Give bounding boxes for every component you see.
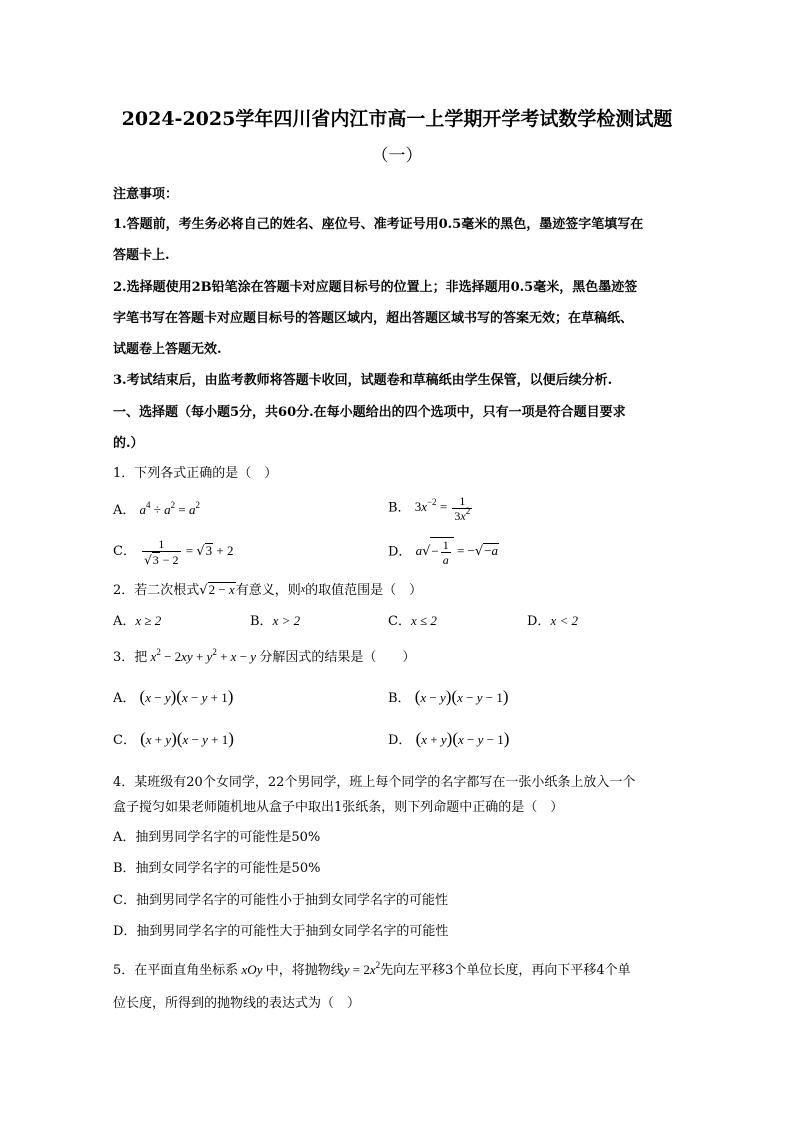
q1-option-c bbox=[113, 537, 234, 567]
q1-option-b bbox=[388, 494, 474, 523]
q4-option-c: C．抽到男同学名字的可能性小于抽到女同学名字的可能性 bbox=[113, 893, 448, 908]
q5-stem-b: 位长度，所得到的抛物线的表达式为（ ） bbox=[113, 996, 361, 1011]
q2-b-math: x > 2 bbox=[272, 613, 301, 628]
q3-stem bbox=[113, 646, 416, 666]
q1-b-label: B． bbox=[388, 500, 411, 516]
notice-item-1b: 答题卡上. bbox=[113, 248, 170, 263]
q3-b-math: (x − y)(x − y − 1) bbox=[414, 687, 509, 706]
q5-stem-mid: 中，将抛物线 bbox=[265, 963, 344, 978]
q1-option-d bbox=[388, 537, 499, 567]
q3-b-label: B． bbox=[388, 691, 411, 706]
q3-d-label: D． bbox=[388, 733, 412, 748]
q1-b-math: $3x^{-2}$ = $\frac{1}{3x^2}$ bbox=[414, 494, 471, 523]
q2-stem-post: 的取值范围是（ ） bbox=[305, 583, 423, 598]
q2-radical: √2 − x bbox=[199, 582, 235, 598]
q4-option-d: D．抽到男同学名字的可能性大于抽到女同学名字的可能性 bbox=[113, 924, 449, 939]
q3-a-label: A． bbox=[113, 691, 136, 706]
notice-item-2b: 字笔书写在答题卡对应题目标号的答题区域内，超出答题区域书写的答案无效；在草稿纸、 bbox=[113, 311, 634, 326]
notice-item-1a: 1.答题前，考生务必将自己的姓名、座位号、准考证号用0.5毫米的黑色，墨迹签字笔填写在 bbox=[113, 217, 644, 232]
q4-option-b: B．抽到女同学名字的可能性是50% bbox=[113, 861, 321, 876]
q2-d-label: D． bbox=[527, 614, 551, 629]
q2-c-math: x ≤ 2 bbox=[410, 613, 437, 628]
q2-b-label: B． bbox=[250, 614, 273, 629]
q2-a-label: A． bbox=[113, 614, 136, 629]
notice-item-2c: 试题卷上答题无效. bbox=[113, 342, 222, 357]
section-heading-b: 的.） bbox=[113, 436, 144, 451]
q5-stem-a bbox=[113, 959, 631, 979]
notice-item-3: 3.考试结束后，由监考教师将答题卡收回，试题卷和草稿纸由学生保管，以便后续分析. bbox=[113, 373, 613, 388]
q5-coord: xOy bbox=[238, 962, 266, 977]
q2-stem bbox=[113, 582, 422, 599]
q3-c-math: (x + y)(x − y + 1) bbox=[140, 729, 234, 748]
notice-heading: 注意事项： bbox=[113, 187, 179, 202]
q4-stem-a: 4．某班级有20个女同学，22个男同学，班上每个同学的名字都写在一张小纸条上放入一个 bbox=[113, 775, 636, 790]
q5-parabola: $y = 2x^2$ bbox=[343, 959, 381, 977]
q3-c-label: C． bbox=[113, 733, 136, 748]
notice-item-2a: 2.选择题使用2B铅笔涂在答题卡对应题目标号的位置上；非选择题用0.5毫米，黑色墨迹签 bbox=[113, 280, 638, 295]
q1-option-a bbox=[113, 499, 201, 519]
q4-option-a: A．抽到男同学名字的可能性是50% bbox=[113, 830, 321, 845]
q2-a-math: x ≥ 2 bbox=[135, 613, 162, 628]
q3-expression: $x^2 - 2xy + y^2 + x - y$ bbox=[147, 646, 260, 664]
q5-stem-pre: 5．在平面直角坐标系 bbox=[113, 963, 239, 978]
q3-option-b bbox=[388, 689, 509, 707]
q3-d-math: (x + y)(x − y − 1) bbox=[415, 729, 510, 748]
q1-c-label: C． bbox=[113, 543, 136, 559]
q1-d-math: a√− $\frac{1}{a}$ = −√−a bbox=[415, 538, 499, 567]
page-title: 2024-2025学年四川省内江市高一上学期开学考试数学检测试题 bbox=[121, 108, 673, 130]
q2-stem-pre: 2．若二次根式 bbox=[113, 583, 200, 598]
q3-a-math: (x − y)(x − y + 1) bbox=[139, 687, 234, 706]
q1-d-label: D． bbox=[388, 544, 412, 560]
q3-stem-post: 分解因式的结果是（ ） bbox=[259, 650, 416, 665]
q3-option-c bbox=[113, 731, 234, 749]
q2-option-c bbox=[388, 613, 437, 630]
q1-a-label: A． bbox=[113, 503, 136, 518]
q2-c-label: C． bbox=[388, 614, 411, 629]
q5-stem-post: 先向左平移3个单位长度，再向下平移4个单 bbox=[380, 963, 631, 978]
q4-stem-b: 盒子搅匀如果老师随机地从盒子中取出1张纸条，则下列命题中正确的是（ ） bbox=[113, 800, 564, 815]
q1-c-math: $\frac{1}{√3 - 2}$ = √3 + 2 bbox=[144, 537, 234, 567]
q2-option-d bbox=[527, 613, 578, 630]
q2-option-a bbox=[113, 613, 161, 630]
q2-var: x bbox=[300, 584, 306, 595]
q3-option-d bbox=[388, 731, 509, 749]
page-subtitle: （一） bbox=[371, 146, 423, 166]
q3-stem-pre: 3．把 bbox=[113, 650, 148, 665]
q1-stem: 1．下列各式正确的是（ ） bbox=[113, 466, 278, 481]
section-heading-a: 一、选择题（每小题5分，共60分.在每小题给出的四个选项中，只有一项是符合题目要求 bbox=[113, 405, 626, 420]
q3-option-a bbox=[113, 689, 233, 707]
q1-a-math: $a^4 \div a^2 = a^2$ bbox=[139, 499, 201, 517]
q2-option-b bbox=[250, 613, 300, 630]
q2-stem-mid: 有意义，则 bbox=[235, 583, 301, 598]
q2-d-math: x < 2 bbox=[550, 613, 578, 628]
